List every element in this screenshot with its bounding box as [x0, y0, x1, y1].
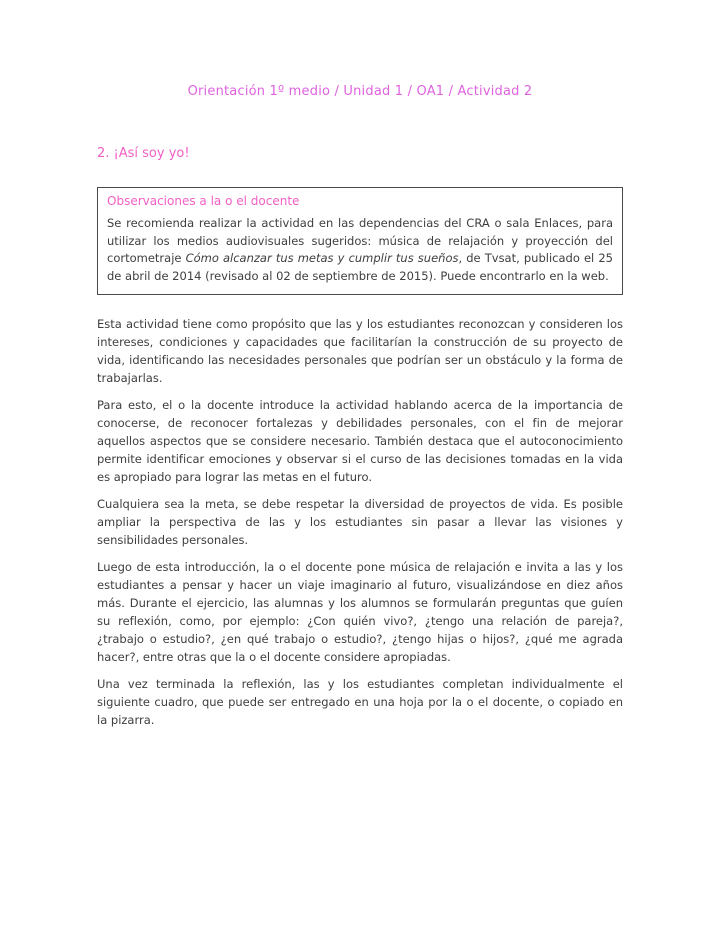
note-box-body [107, 215, 613, 285]
paragraph-visualization: Luego de esta introducción, la o el docente pone música de relajación e invita a las y los estudiantes a pensar y hacer un viaje imaginario al futuro, visualizándose en diez años más. Durante el ejercicio, las alumnas y los alumnos se formularán preguntas que guíen su reflexión, como, por ejemplo: ¿Con quién vivo?, ¿tengo una relación de pareja?, ¿trabajo o estudio?, ¿en qué trabajo o estudio?, ¿tengo hijas o hijos?, ¿qué me agrada hacer?, entre otras que la o el docente considere apropiadas. [97, 560, 623, 664]
note-body-text-after: , de Tvsat, publicado el 25 de abril de 2014 (revisado al 02 de septiembre de 2015). Puede encontrarlo en la web. [107, 251, 613, 283]
page-title: Orientación 1º medio / Unidad 1 / OA1 / Actividad 2 [187, 84, 533, 99]
note-box-header: Observaciones a la o el docente [107, 194, 300, 208]
paragraph-introduction: Para esto, el o la docente introduce la actividad hablando acerca de la importancia de conocerse, de reconocer fortalezas y debilidades personales, con el fin de mejorar aquellos aspectos que se considere necesario. También destaca que el autoconocimiento permite identificar emociones y observar si el curso de las decisiones tomadas en la vida es apropiado para lograr las metas en el futuro. [97, 398, 623, 484]
note-body-text-before: Se recomienda realizar la actividad en las dependencias del CRA o sala Enlaces, para utilizar los medios audiovisuales sugeridos: música de relajación y proyección del cortometraje [107, 216, 613, 265]
teacher-observations-box [97, 187, 623, 295]
paragraph-closure: Una vez terminada la reflexión, las y los estudiantes completan individualmente el siguiente cuadro, que puede ser entregado en una hoja por la o el docente, o copiado en la pizarra. [97, 677, 623, 727]
note-body-film-title: Cómo alcanzar tus metas y cumplir tus sueños [185, 251, 459, 265]
activity-description [97, 315, 623, 729]
paragraph-diversity: Cualquiera sea la meta, se debe respetar la diversidad de proyectos de vida. Es posible ampliar la perspectiva de las y los estudiantes sin pasar a llevar las visiones y sensibilidades personales. [97, 497, 623, 547]
paragraph-purpose: Esta actividad tiene como propósito que las y los estudiantes reconozcan y consideren los intereses, condiciones y capacidades que facilitarían la construcción de su proyecto de vida, identificando las necesidades personales que podrían ser un obstáculo y la forma de trabajarlas. [97, 317, 623, 385]
activity-heading: 2. ¡Así soy yo! [97, 146, 190, 161]
